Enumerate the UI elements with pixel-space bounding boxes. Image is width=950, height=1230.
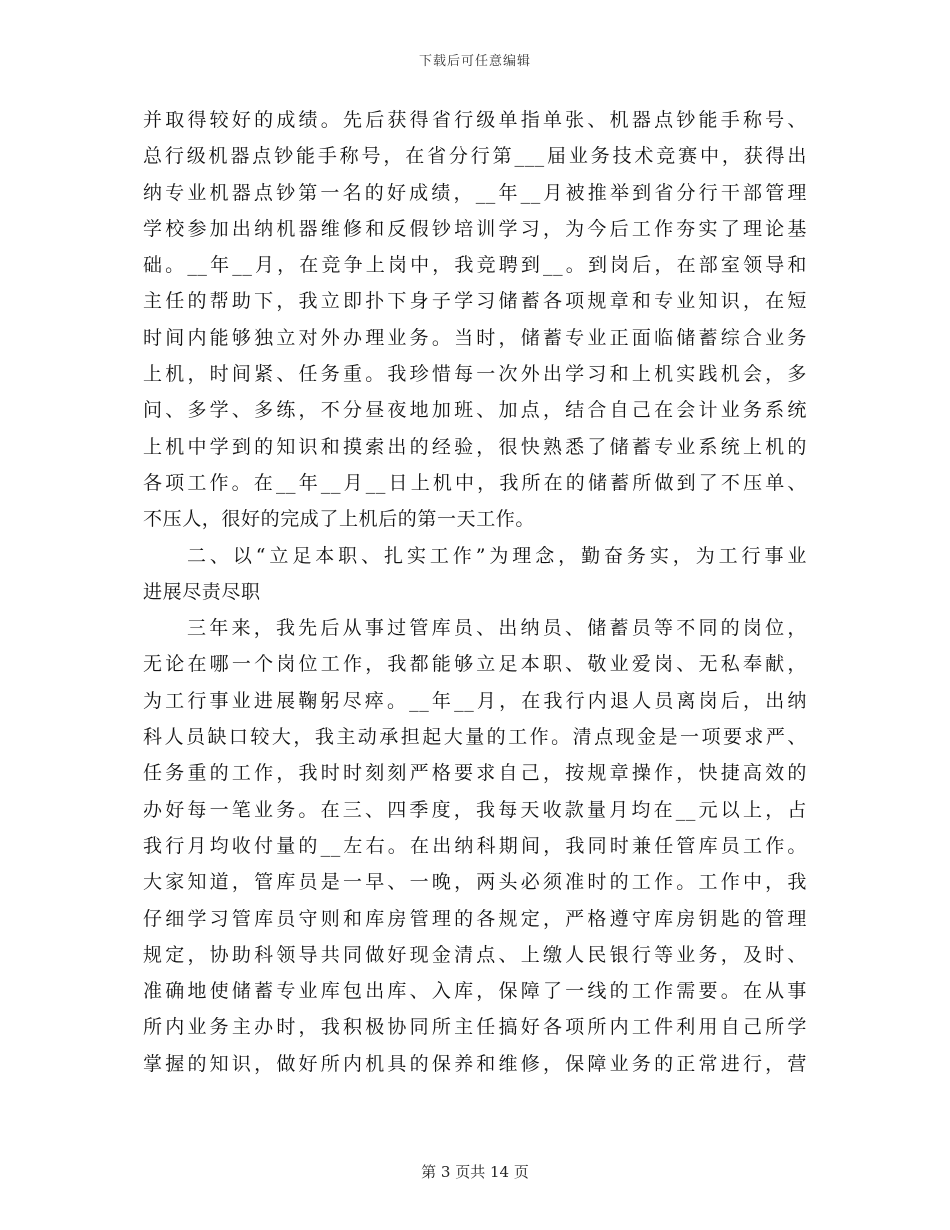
text-line: 础。__年__月，在竞争上岗中，我竞聘到__。到岗后，在部室领导和 bbox=[143, 254, 807, 277]
text-line: 总行级机器点钞能手称号，在省分行第___届业务技术竞赛中，获得出 bbox=[143, 145, 807, 168]
page-number-footer: 第 3 页共 14 页 bbox=[421, 1163, 529, 1181]
text-line: 学校参加出纳机器维修和反假钞培训学习，为今后工作夯实了理论基 bbox=[143, 217, 807, 240]
text-line: 办好每一笔业务。在三、四季度，我每天收款量月均在__元以上，占 bbox=[143, 798, 807, 821]
text-line: 无论在哪一个岗位工作，我都能够立足本职、敬业爱岗、无私奉献， bbox=[143, 653, 807, 676]
text-line: 上机，时间紧、任务重。我珍惜每一次外出学习和上机实践机会，多 bbox=[143, 363, 807, 386]
text-line: 大家知道，管库员是一早、一晚，两头必须准时的工作。工作中，我 bbox=[143, 871, 807, 894]
text-line: 纳专业机器点钞第一名的好成绩，__年__月被推举到省分行干部管理 bbox=[143, 181, 807, 204]
text-line: 我行月均收付量的__左右。在出纳科期间，我同时兼任管库员工作。 bbox=[143, 834, 807, 857]
document-body bbox=[143, 102, 807, 1082]
text-line: 任务重的工作，我时时刻刻严格要求自己，按规章操作，快捷高效的 bbox=[143, 762, 807, 785]
text-line: 准确地使储蓄专业库包出库、入库，保障了一线的工作需要。在从事 bbox=[143, 980, 807, 1003]
page-header-note: 下载后可任意编辑 bbox=[418, 54, 531, 69]
text-line: 并取得较好的成绩。先后获得省行级单指单张、机器点钞能手称号、 bbox=[143, 109, 807, 131]
text-line: 三年来，我先后从事过管库员、出纳员、储蓄员等不同的岗位， bbox=[187, 617, 807, 640]
section-heading-line: 二、以“立足本职、扎实工作”为理念，勤奋务实，为工行事业 bbox=[187, 544, 807, 567]
text-line: 仔细学习管库员守则和库房管理的各规定，严格遵守库房钥匙的管理 bbox=[143, 907, 807, 930]
text-line: 不压人，很好的完成了上机后的第一天工作。 bbox=[143, 508, 536, 531]
text-line: 掌握的知识，做好所内机具的保养和维修，保障业务的正常进行，营 bbox=[143, 1052, 807, 1075]
text-line: 规定，协助科领导共同做好现金清点、上缴人民银行等业务，及时、 bbox=[143, 943, 807, 966]
text-line: 各项工作。在__年__月__日上机中，我所在的储蓄所做到了不压单、 bbox=[143, 471, 807, 494]
text-line: 问、多学、多练，不分昼夜地加班、加点，结合自己在会计业务系统 bbox=[143, 399, 807, 422]
text-line: 上机中学到的知识和摸索出的经验，很快熟悉了储蓄专业系统上机的 bbox=[143, 435, 807, 458]
text-line: 所内业务主办时，我积极协同所主任搞好各项所内工件利用自己所学 bbox=[143, 1016, 807, 1039]
text-line: 时间内能够独立对外办理业务。当时，储蓄专业正面临储蓄综合业务 bbox=[143, 326, 807, 349]
text-line: 为工行事业进展鞠躬尽瘁。__年__月，在我行内退人员离岗后，出纳 bbox=[143, 689, 807, 712]
text-line: 科人员缺口较大，我主动承担起大量的工作。清点现金是一项要求严、 bbox=[143, 726, 807, 749]
text-line: 主任的帮助下，我立即扑下身子学习储蓄各项规章和专业知识，在短 bbox=[143, 290, 807, 313]
section-heading-line: 进展尽责尽职 bbox=[143, 580, 261, 603]
